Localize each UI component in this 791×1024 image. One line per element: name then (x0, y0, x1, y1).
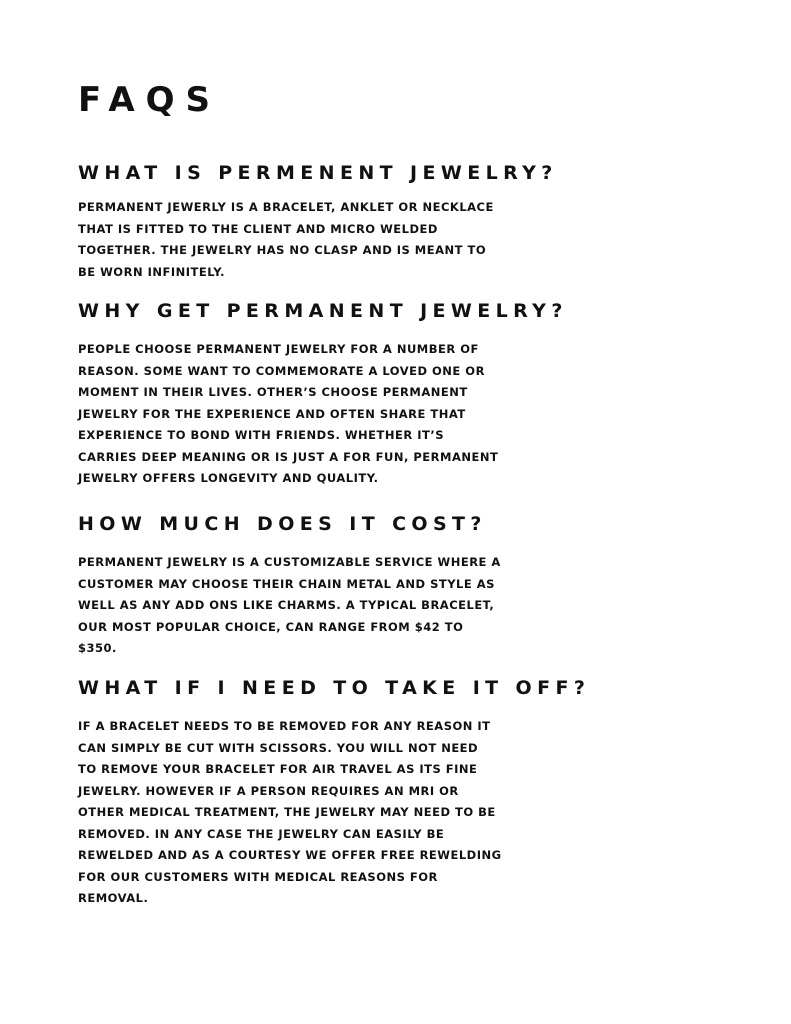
faq-answer-line: BE WORN INFINITELY. (78, 264, 226, 279)
faq-answer-line: JEWELRY OFFERS LONGEVITY AND QUALITY. (78, 471, 379, 485)
faq-answer-line: JEWELRY. HOWEVER IF A PERSON REQUIRES AN MRI OR (78, 783, 459, 798)
faq-answer-line: PERMANENT JEWELRY IS A CUSTOMIZABLE SERVICE WHERE A (78, 555, 501, 569)
faq-answer-line: CARRIES DEEP MEANING OR IS JUST A FOR FUN, PERMANENT (78, 449, 499, 464)
faq-answer-line: REWELDED AND AS A COURTESY WE OFFER FREE REWELDING (78, 848, 502, 862)
faq-answer-line: WELL AS ANY ADD ONS LIKE CHARMS. A TYPICAL BRACELET, (78, 598, 495, 612)
faq-question: WHAT IF I NEED TO TAKE IT OFF? (78, 677, 591, 699)
faq-question: WHAT IS PERMENENT JEWELRY? (78, 162, 558, 184)
faq-answer (78, 197, 718, 283)
faq-answer-line: $350. (78, 641, 117, 655)
page-title: FAQS (78, 80, 222, 120)
faq-answer-line: OTHER MEDICAL TREATMENT, THE JEWELRY MAY NEED TO BE (78, 805, 496, 819)
faq-answer-line: TO REMOVE YOUR BRACELET FOR AIR TRAVEL AS ITS FINE (78, 762, 478, 776)
faq-item-what-is (78, 160, 718, 283)
faq-question: WHY GET PERMANENT JEWELRY? (78, 300, 568, 322)
faq-answer-line: PEOPLE CHOOSE PERMANENT JEWELRY FOR A NUMBER OF (78, 342, 479, 356)
faq-answer-line: MOMENT IN THEIR LIVES. OTHER’S CHOOSE PERMANENT (78, 385, 468, 399)
faq-item-why-get (78, 298, 718, 490)
faq-answer-line: THAT IS FITTED TO THE CLIENT AND MICRO WELDED (78, 221, 438, 236)
faq-answer-line: CAN SIMPLY BE CUT WITH SCISSORS. YOU WILL NOT NEED (78, 740, 479, 755)
faq-item-cost (78, 511, 718, 660)
faq-answer-line: REMOVAL. (78, 891, 149, 905)
faq-answer-line: REASON. SOME WANT TO COMMEMORATE A LOVED ONE OR (78, 363, 485, 378)
faq-answer (78, 716, 718, 910)
faq-answer-line: FOR OUR CUSTOMERS WITH MEDICAL REASONS FOR (78, 869, 438, 884)
faq-answer-line: CUSTOMER MAY CHOOSE THEIR CHAIN METAL AND STYLE AS (78, 576, 495, 591)
faq-answer-line: PERMANENT JEWERLY IS A BRACELET, ANKLET OR NECKLACE (78, 200, 494, 214)
faq-answer (78, 339, 718, 490)
faq-answer-line: OUR MOST POPULAR CHOICE, CAN RANGE FROM $42 TO (78, 619, 464, 634)
faq-item-take-off (78, 675, 718, 910)
faq-answer-line: JEWELRY FOR THE EXPERIENCE AND OFTEN SHARE THAT (78, 406, 466, 421)
faq-answer-line: IF A BRACELET NEEDS TO BE REMOVED FOR ANY REASON IT (78, 719, 491, 733)
faq-answer-line: TOGETHER. THE JEWELRY HAS NO CLASP AND IS MEANT TO (78, 243, 487, 257)
faq-question: HOW MUCH DOES IT COST? (78, 513, 487, 535)
faq-answer-line: EXPERIENCE TO BOND WITH FRIENDS. WHETHER IT’S (78, 428, 444, 442)
faq-answer-line: REMOVED. IN ANY CASE THE JEWELRY CAN EASILY BE (78, 826, 445, 841)
faq-answer (78, 552, 718, 660)
